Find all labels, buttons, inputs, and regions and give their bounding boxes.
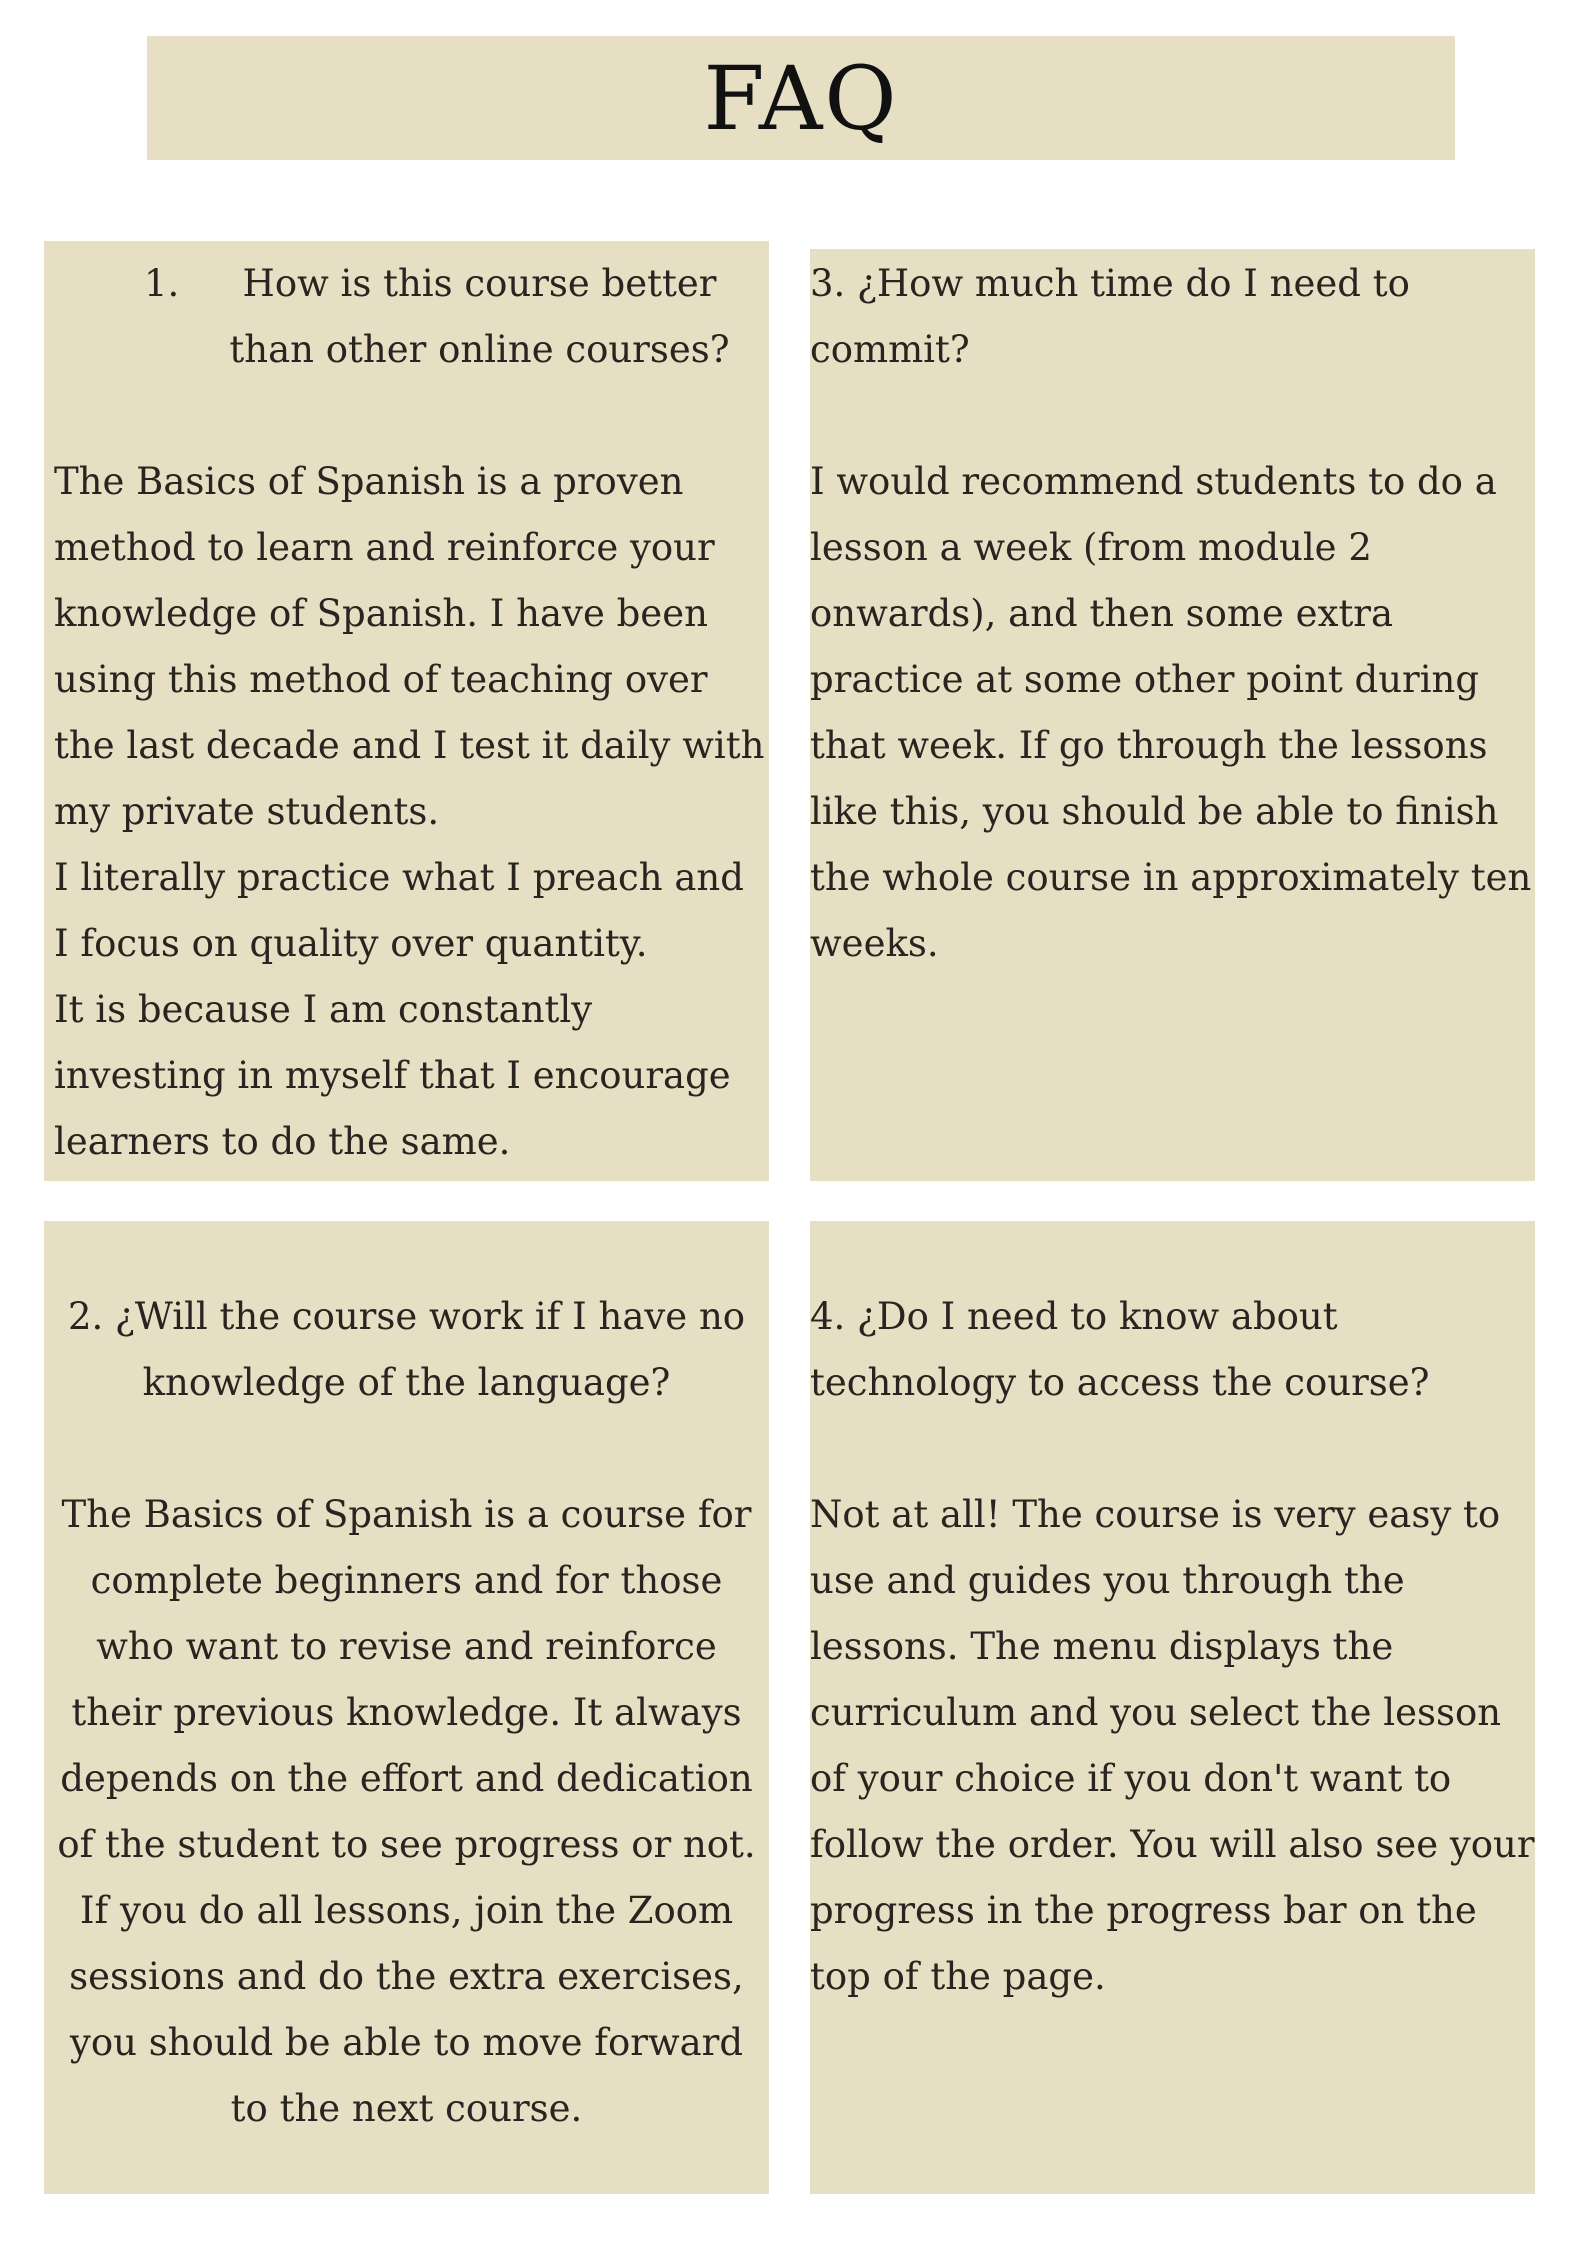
- faq-answer-2: The Basics of Spanish is a course for complete beginners and for those who want to revise and reinforce their previous knowledge. It always depends on the effort and dedication of the student to see progress or not. If you do all lessons, join the Zoom sessions and do the extra exercises, you should be able to move forward to the next course.: [57, 1493, 756, 2130]
- faq-question-number: 1.: [144, 262, 180, 305]
- faq-question-2: 2. ¿Will the course work if I have no knowledge of the language?: [67, 1295, 746, 1404]
- faq-answer-4: Not at all! The course is very easy to use and guides you through the lessons. The menu displays the curriculum and you select the lesson of your choice if you don't want to follow the order. You will also see your progress in the progress bar on the top of the page.: [810, 1493, 1535, 1998]
- faq-question-3: 3. ¿How much time do I need to commit?: [810, 262, 1410, 371]
- faq-card-3: [810, 249, 1535, 1181]
- faq-answer-paragraph: The Basics of Spanish is a proven method to learn and reinforce your knowledge of Spanish. I have been using this method of teaching over the last decade and I test it daily with my private students.: [54, 460, 765, 833]
- faq-card-1: [44, 241, 769, 1181]
- faq-answer-3: I would recommend students to do a lesson a week (from module 2 onwards), and then some extra practice at some other point during that week. If go through the lessons like this, you should be able to finish the whole course in approximately ten weeks.: [810, 460, 1532, 965]
- faq-question-text: How is this course better than other online courses?: [229, 262, 730, 371]
- faq-answer-1: [54, 449, 769, 1175]
- title-banner: [147, 36, 1455, 160]
- faq-answer-paragraph: It is because I am constantly investing in myself that I encourage learners to do the same.: [54, 988, 731, 1163]
- faq-answer-paragraph: I literally practice what I preach and I focus on quality over quantity.: [54, 856, 744, 965]
- faq-card-2: [44, 1221, 769, 2194]
- faq-card-4: [810, 1221, 1535, 2194]
- faq-question-4: 4. ¿Do I need to know about technology to access the course?: [810, 1295, 1430, 1404]
- page-title: FAQ: [703, 46, 899, 150]
- faq-question-1: [54, 251, 769, 383]
